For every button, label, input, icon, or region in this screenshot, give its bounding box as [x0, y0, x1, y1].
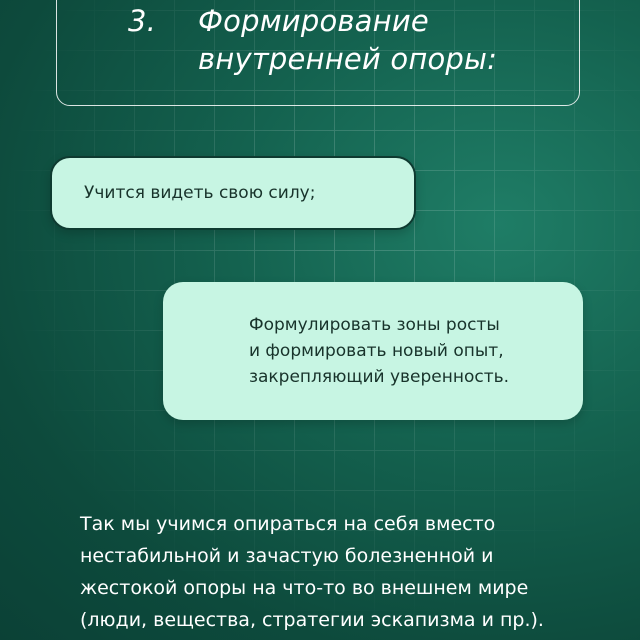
bubble-2-text [237, 312, 509, 390]
heading-number: 3. [128, 4, 157, 38]
paragraph-line-2: нестабильной и зачастую болезненной и [80, 545, 494, 567]
bubble-2-line-1: Формулировать зоны росты [248, 315, 500, 335]
bubble-2-line-3: закрепляющий уверенность. [248, 367, 510, 387]
paragraph-line-3: жестокой опоры на что-то во внешнем мире [80, 577, 529, 599]
paragraph-line-1: Так мы учимся опираться на себя вместо [80, 513, 496, 535]
heading-line-2: внутренней опоры: [198, 42, 498, 76]
paragraph-line-4: (люди, вещества, стратегии эскапизма и пр.). [80, 609, 544, 631]
section-heading [128, 2, 497, 78]
heading-line-1: Формирование [198, 4, 429, 38]
message-bubble-1 [50, 156, 416, 230]
bubble-1-text: Учится видеть свою силу; [84, 183, 316, 203]
message-bubble-2 [163, 282, 583, 420]
conclusion-paragraph [80, 508, 636, 636]
bubble-2-line-2: и формировать новый опыт, [248, 341, 504, 361]
